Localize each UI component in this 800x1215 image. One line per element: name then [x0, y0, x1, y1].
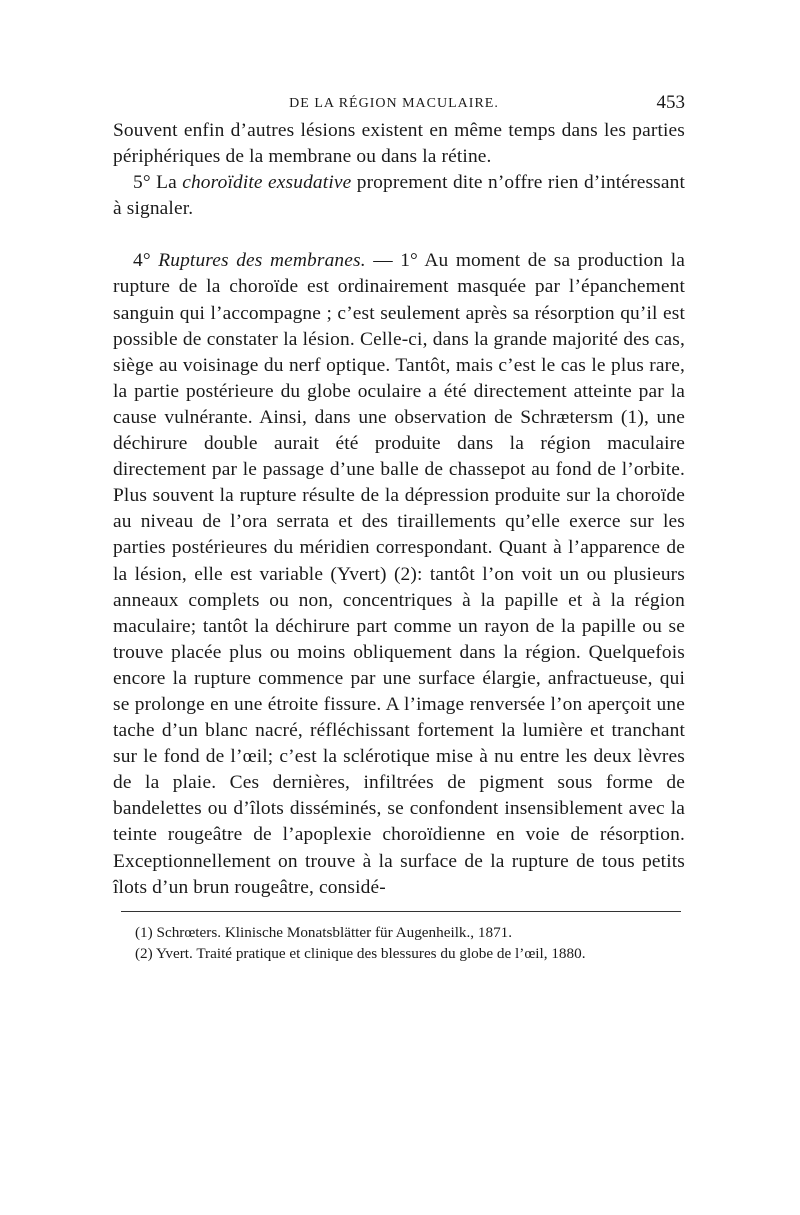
footnote-2: (2) Yvert. Traité pratique et clinique des blessures du globe de l’œil, 1880. [135, 945, 586, 963]
paragraph-2-italic: choroïdite exsudative [182, 172, 352, 194]
paragraph-1: Souvent enfin d’autres lésions existent en même temps dans les parties périphériques de la membrane ou dans la rétine. [113, 120, 685, 168]
paragraph-3-italic: Ruptures des membranes. [158, 250, 366, 272]
book-page [113, 88, 685, 965]
footnotes [113, 922, 685, 965]
paragraph-2-rest: proprement dite n’offre rien d’intéressant à signaler. [113, 172, 685, 220]
body-text [113, 118, 685, 901]
paragraph-3-rest: — 1° Au moment de sa production la rupture de la choroïde est ordinairement masquée par l’épanchement sanguin qui l’accompagne ; c’est seulement après sa résorption qu’il est possible de constater la lésion. Celle-ci, dans la grande majorité des cas, siège au voisinage du nerf optique. Tantôt, mais c’est le cas le plus rare, la partie postérieure du globe oculaire a été directement atteinte par la cause vulnérante. Ainsi, dans une observation de Schrætersm (1), une déchirure double aurait été produite dans la région maculaire directement par le passage d’une balle de chassepot au fond de l’orbite. Plus souvent la rupture résulte de la dépression produite sur la choroïde au niveau de l’ora serrata et des tiraillements qu’elle exerce sur les parties postérieures du méridien correspondant. Quant à l’apparence de la lésion, elle est variable (Yvert) (2): tantôt l’on voit un ou plusieurs anneaux complets ou non, concentriques à la papille et à la région maculaire; tantôt la déchirure part comme un rayon de la papille ou se trouve placée plus ou moins obliquement dans la région. Quelquefois encore la rupture commence par une surface élargie, anfractueuse, qui se prolonge en une étroite fissure. A l’image renversée l’on aperçoit une tache d’un blanc nacré, réfléchissant fortement la lumière et tranchant sur le fond de l’œil; c’est la sclérotique mise à nu entre les deux lèvres de la plaie. Ces dernières, infiltrées de pigment sous forme de bandelettes ou d’îlots disséminés, se confondent insensiblement avec la teinte rougeâtre de l’apoplexie choroïdienne en voie de résorption. Exceptionnellement on trouve à la surface de la rupture de tous petits îlots d’un brun rougeâtre, considé- [113, 250, 685, 898]
paragraph-3-prefix: 4° [133, 250, 159, 272]
paragraph-3 [113, 248, 685, 900]
page-number: 453 [656, 92, 685, 113]
paragraph-2 [113, 170, 685, 222]
footnote-divider [121, 911, 681, 912]
running-title: DE LA RÉGION MACULAIRE. [289, 96, 499, 111]
running-header [113, 88, 685, 118]
paragraph-2-prefix: 5° La [133, 172, 183, 194]
footnote-1: (1) Schrœters. Klinische Monatsblätter für Augenheilk., 1871. [135, 923, 513, 941]
paragraph-gap [113, 222, 685, 248]
